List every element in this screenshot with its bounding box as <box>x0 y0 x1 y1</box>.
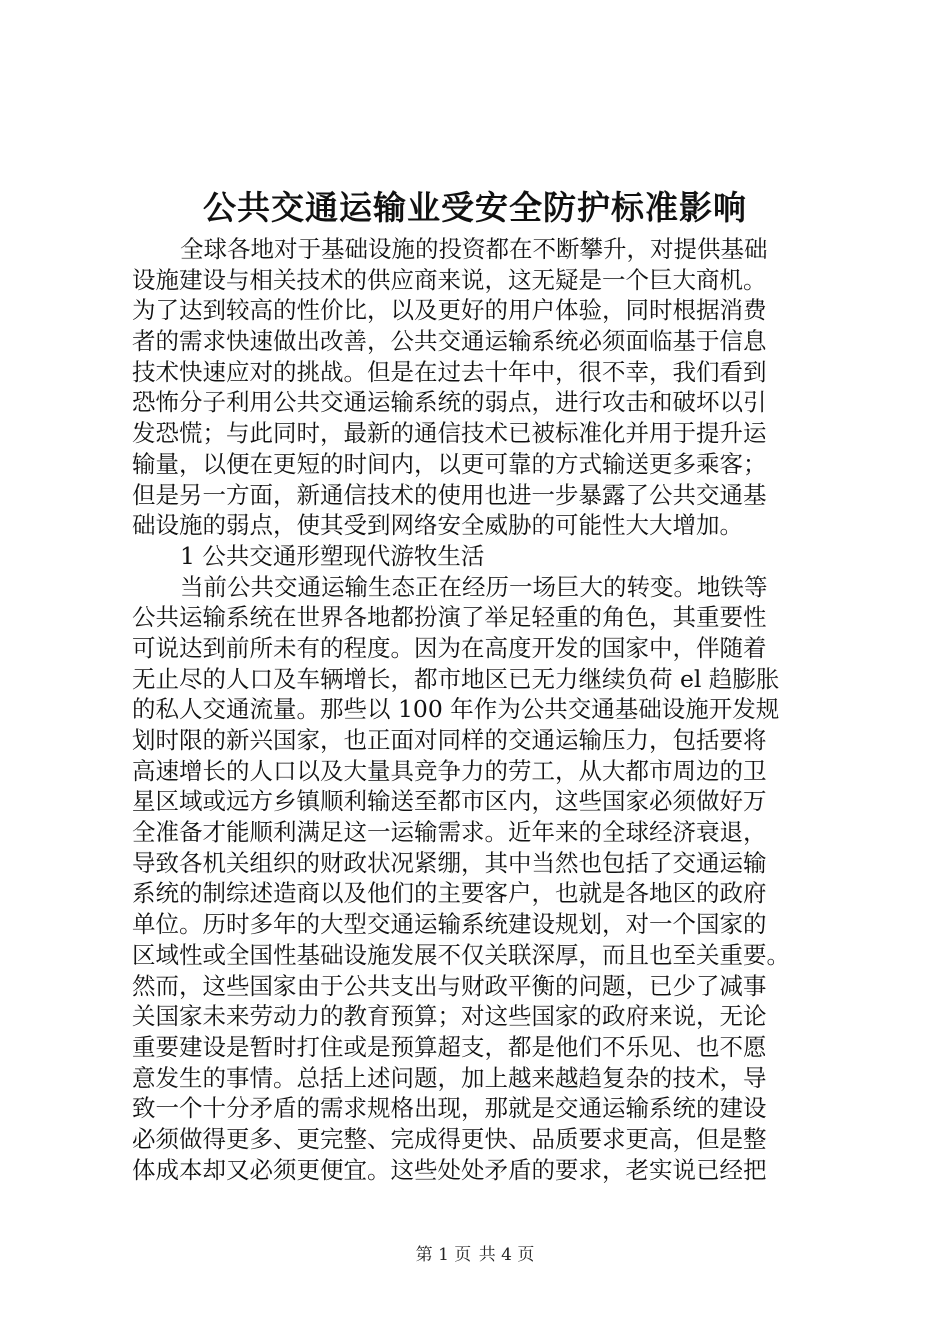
section-heading: 1 公共交通形塑现代游牧生活 <box>180 541 485 570</box>
paragraph-line: 公共运输系统在世界各地都扮演了举足轻重的角色，其重要性 <box>132 603 767 632</box>
paragraph-line: 区域性或全国性基础设施发展不仅关联深厚，而且也至关重要。 <box>132 940 790 969</box>
paragraph-line: 设施建设与相关技术的供应商来说，这无疑是一个巨大商机。 <box>132 265 767 294</box>
paragraph-line: 关国家未来劳动力的教育预算；对这些国家的政府来说，无论 <box>132 1002 767 1031</box>
paragraph-line: 无止尽的人口及车辆增长，都市地区已无力继续负荷 el 趋膨胀 <box>132 664 780 693</box>
document-body <box>132 234 832 1185</box>
page-footer <box>0 1244 950 1266</box>
page-total: 共 4 页 <box>478 1245 535 1265</box>
paragraph-line: 系统的制综述造商以及他们的主要客户，也就是各地区的政府 <box>132 879 767 908</box>
paragraph-line: 的私人交通流量。那些以 100 年作为公共交通基础设施开发规 <box>132 695 780 724</box>
paragraph-line: 然而，这些国家由于公共支出与财政平衡的问题，已少了减事 <box>132 971 767 1000</box>
paragraph-line: 础设施的弱点，使其受到网络安全威胁的可能性大大增加。 <box>132 511 743 540</box>
paragraph-line: 致一个十分矛盾的需求规格出现，那就是交通运输系统的建设 <box>132 1094 767 1123</box>
paragraph-line: 发恐慌；与此同时，最新的通信技术已被标准化并用于提升运 <box>132 419 767 448</box>
page-number: 第 1 页 <box>415 1245 472 1265</box>
paragraph-line: 全球各地对于基础设施的投资都在不断攀升，对提供基础 <box>180 235 768 263</box>
paragraph-line: 体成本却又必须更便宜。这些处处矛盾的要求，老实说已经把 <box>132 1155 767 1184</box>
paragraph-line: 输量，以便在更短的时间内，以更可靠的方式输送更多乘客； <box>132 449 767 478</box>
paragraph-line: 但是另一方面，新通信技术的使用也进一步暴露了公共交通基 <box>132 480 767 509</box>
paragraph-line: 全准备才能顺利满足这一运输需求。近年来的全球经济衰退， <box>132 818 767 847</box>
paragraph-line: 可说达到前所未有的程度。因为在高度开发的国家中，伴随着 <box>132 633 767 662</box>
document-title: 公共交通运输业受安全防护标准影响 <box>203 188 747 227</box>
paragraph-line: 者的需求快速做出改善，公共交通运输系统必须面临基于信息 <box>132 327 767 356</box>
paragraph-line: 重要建设是暂时打住或是预算超支，都是他们不乐见、也不愿 <box>132 1032 767 1061</box>
paragraph-line: 必须做得更多、更完整、完成得更快、品质要求更高，但是整 <box>132 1124 767 1153</box>
paragraph-line: 恐怖分子利用公共交通运输系统的弱点，进行攻击和破坏以引 <box>132 388 767 417</box>
paragraph-line: 当前公共交通运输生态正在经历一场巨大的转变。地铁等 <box>180 572 768 601</box>
paragraph-line: 划时限的新兴国家，也正面对同样的交通运输压力，包括要将 <box>132 726 767 754</box>
paragraph-line: 导致各机关组织的财政状况紧绷，其中当然也包括了交通运输 <box>132 848 767 877</box>
paragraph-line: 意发生的事情。总括上述问题，加上越来越趋复杂的技术，导 <box>132 1063 767 1092</box>
paragraph-line: 技术快速应对的挑战。但是在过去十年中，很不幸，我们看到 <box>132 357 767 386</box>
paragraph-line: 高速增长的人口以及大量具竞争力的劳工，从大都市周边的卫 <box>132 756 767 785</box>
paragraph-line: 为了达到较高的性价比，以及更好的用户体验，同时根据消费 <box>132 296 767 325</box>
paragraph-line: 单位。历时多年的大型交通运输系统建设规划，对一个国家的 <box>132 910 767 939</box>
paragraph-line: 星区域或远方乡镇顺利输送至都市区内，这些国家必须做好万 <box>132 787 767 816</box>
